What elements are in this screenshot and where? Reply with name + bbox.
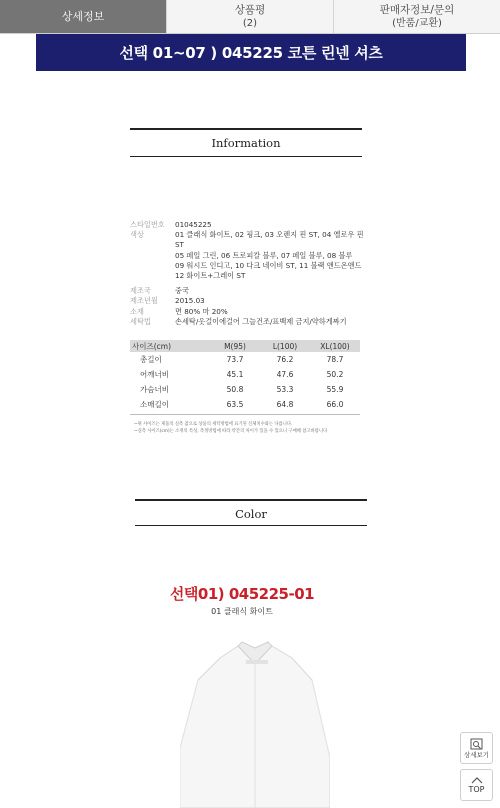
spec-value xyxy=(175,296,370,306)
spec-row-material xyxy=(130,307,370,317)
size-table-header-cell: M(95) xyxy=(224,341,246,351)
spec-row-style-no xyxy=(130,220,370,230)
spec-key: 소재 xyxy=(130,306,144,316)
table-cell: 50.2 xyxy=(326,370,344,379)
spec-key: 제조국 xyxy=(130,286,151,296)
option-code: 선택01) 045225-01 xyxy=(169,585,315,603)
shirt-image xyxy=(180,628,330,808)
table-row xyxy=(130,397,360,412)
spec-line: 01045225 xyxy=(175,220,212,229)
table-cell: 총길이 xyxy=(140,355,162,364)
spec-value xyxy=(175,307,370,317)
detail-view-button[interactable] xyxy=(460,732,493,764)
spec-line: 손세탁/옷걸이에걸어 그늘건조/표백제 금지/약하게짜기 xyxy=(175,316,347,326)
table-cell: 가슴너비 xyxy=(140,385,169,394)
size-table-header-cell: XL(100) xyxy=(320,341,350,351)
table-cell: 73.7 xyxy=(226,355,244,364)
table-cell: 53.3 xyxy=(276,385,294,394)
size-table-header-cell: L(100) xyxy=(272,341,298,351)
table-cell: 소매길이 xyxy=(140,400,169,409)
spec-line: 01 클래식 화이트, 02 핑크, 03 오렌지 핀 ST, 04 옐로우 핀 ST xyxy=(175,230,364,250)
size-note: ~실측 사이즈(cm)는 소재의 특성, 측정방법에 따라 약간의 차이가 있을 수 있으니 구매해 참고바랍니다 xyxy=(134,429,328,434)
spec-line: 면 80% 마 20% xyxy=(175,306,228,316)
spec-line: 12 화이트+그레이 ST xyxy=(175,271,246,281)
tab-reviews-label: 상품평 xyxy=(234,3,266,16)
size-table-header-cell: 사이즈(cm) xyxy=(132,341,172,351)
color-name: 01 클래식 화이트 xyxy=(211,607,273,616)
table-cell: 76.2 xyxy=(276,355,294,364)
table-row xyxy=(130,367,360,382)
tab-seller-inquiry-sub: (반품/교환) xyxy=(392,17,442,29)
spec-line: 09 워시드 인디고, 10 다크 네이비 ST, 11 블랙 앤드온앤드 xyxy=(175,260,362,270)
tab-seller-inquiry[interactable] xyxy=(333,0,500,33)
table-divider xyxy=(130,414,360,415)
color-heading: Color xyxy=(235,507,267,521)
table-cell: 55.9 xyxy=(326,385,344,394)
spec-key: 색상 xyxy=(130,230,144,240)
spec-row-washing xyxy=(130,317,370,327)
scroll-top-label: TOP xyxy=(468,785,485,794)
table-cell: 63.5 xyxy=(226,400,244,409)
spec-line: 05 페일 그린, 06 트로피칼 블루, 07 페일 블루, 08 블루 xyxy=(175,250,353,260)
table-row xyxy=(130,382,360,397)
table-cell: 어깨너비 xyxy=(140,370,169,379)
detail-view-icon xyxy=(470,738,483,750)
size-table-header xyxy=(130,340,360,352)
size-notes xyxy=(134,421,374,435)
spec-value xyxy=(175,230,370,281)
information-section-header xyxy=(130,128,362,157)
information-heading: Information xyxy=(211,136,281,150)
tab-detail-info[interactable] xyxy=(0,0,166,33)
spec-row-mfg-date xyxy=(130,296,370,306)
table-cell: 78.7 xyxy=(326,355,344,364)
chevron-up-icon xyxy=(471,776,483,784)
spec-list xyxy=(130,220,370,327)
table-cell: 66.0 xyxy=(326,400,344,409)
spec-line: 2015.03 xyxy=(175,296,205,306)
spec-line: 중국 xyxy=(175,286,189,296)
size-note: ~위 사이즈는 제품의 실측 값으로 상품의 세탁방법에 표기된 신체치수와는 다릅니다. xyxy=(134,422,293,427)
spec-value xyxy=(175,220,370,230)
spec-row-color xyxy=(130,230,370,281)
tab-bar xyxy=(0,0,500,34)
scroll-top-button[interactable] xyxy=(460,769,493,801)
spec-key: 제조년월 xyxy=(130,296,158,306)
product-title-banner xyxy=(36,34,466,71)
table-cell: 45.1 xyxy=(226,370,244,379)
spec-key: 스타일번호 xyxy=(130,220,165,229)
size-table xyxy=(130,340,360,415)
spec-key: 세탁법 xyxy=(130,316,151,326)
table-row xyxy=(130,352,360,367)
tab-reviews-count: (2) xyxy=(242,17,258,29)
spec-value xyxy=(175,286,370,296)
tab-reviews[interactable] xyxy=(166,0,333,33)
product-title: 선택 01~07 ) 045225 코튼 린넨 셔츠 xyxy=(119,44,383,62)
tab-detail-info-label: 상세정보 xyxy=(61,10,105,23)
table-cell: 50.8 xyxy=(226,385,244,394)
spec-row-country xyxy=(130,286,370,296)
color-section-header xyxy=(135,499,367,526)
spec-value xyxy=(175,317,370,327)
tab-seller-inquiry-label: 판매자정보/문의 xyxy=(379,3,455,16)
detail-view-label: 상세보기 xyxy=(463,750,490,759)
table-cell: 47.6 xyxy=(276,370,294,379)
table-cell: 64.8 xyxy=(276,400,294,409)
